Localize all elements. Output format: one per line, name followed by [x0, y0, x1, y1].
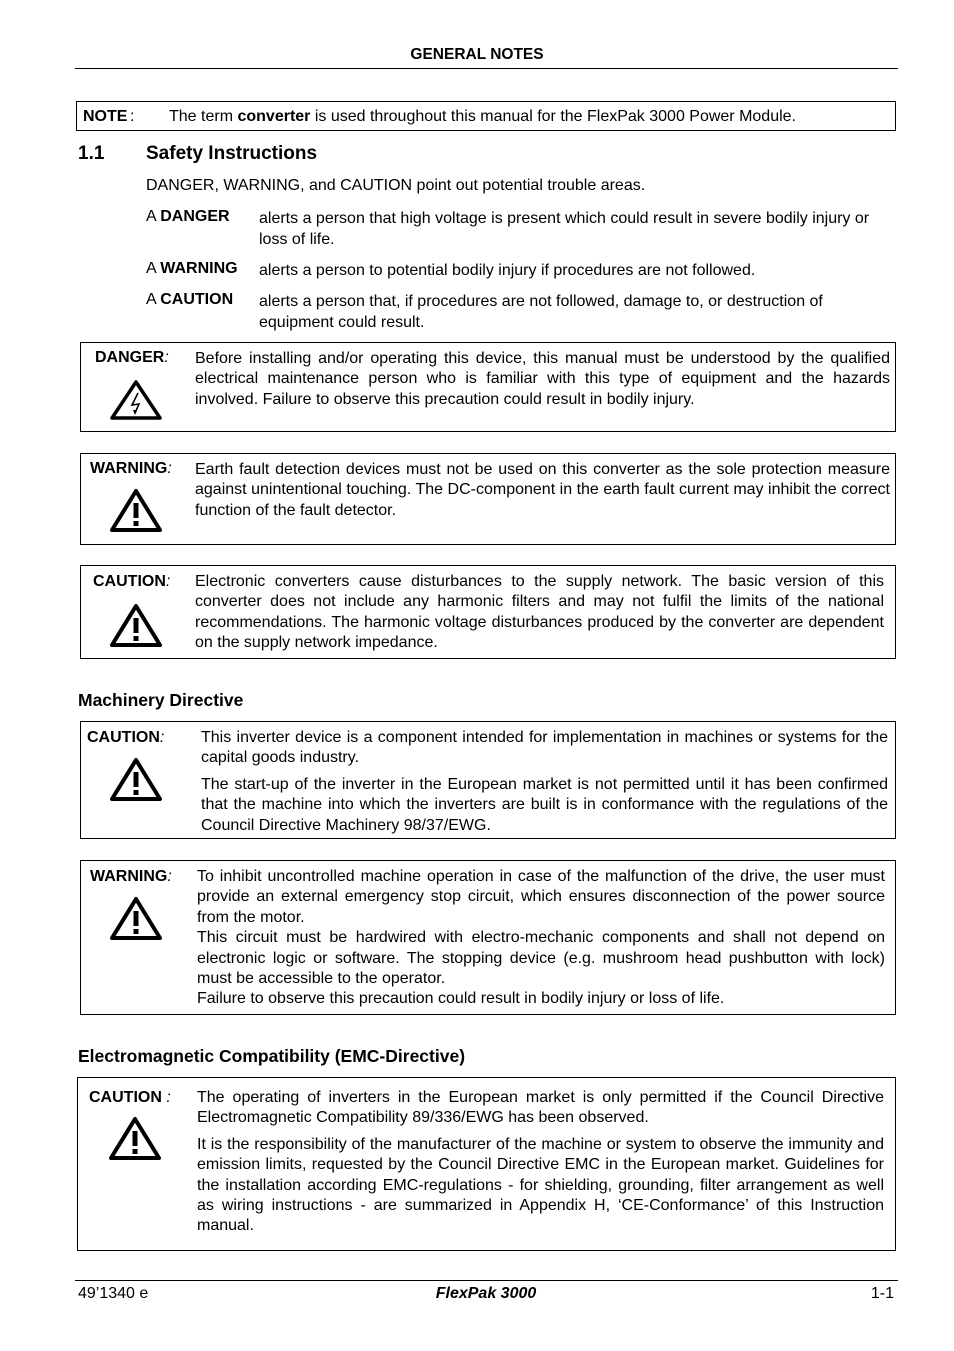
caution-supply-label: CAUTION: — [93, 573, 171, 590]
exclamation-warning-icon — [109, 488, 163, 533]
machinery-heading: Machinery Directive — [78, 690, 244, 710]
machinery-caution-box — [80, 721, 896, 839]
machinery-warning-box — [80, 860, 896, 1015]
exclamation-warning-icon — [109, 757, 163, 802]
note-label: NOTE — [83, 108, 128, 125]
emc-caution-label: CAUTION : — [89, 1089, 171, 1106]
warning-earth-text: Earth fault detection devices must not be used on this converter as the sole protection measure against unintentional touching. The DC-component in the earth fault current may inhibit the correct function of the fault detector. — [195, 461, 890, 519]
machinery-warning-paragraph-1: To inhibit uncontrolled machine operation in case of the malfunction of the drive, the user must provide an external emergency stop circuit, which ensures disconnection of the power source from the motor. — [197, 868, 885, 926]
definition-term-danger: A DANGER — [146, 208, 230, 225]
note-text — [169, 108, 796, 126]
emc-caution-paragraph-1: The operating of inverters in the European market is only permitted if the Council Directive Electromagnetic Compatibility 89/336/EWG has been observed. — [197, 1089, 884, 1127]
machinery-caution-text — [201, 728, 888, 836]
note-colon: : — [130, 108, 135, 125]
definition-text-caution: alerts a person that, if procedures are not followed, damage to, or destruction of equipment could result. — [259, 293, 823, 331]
emc-caution-box — [77, 1077, 896, 1251]
definition-text-warning: alerts a person to potential bodily injury if procedures are not followed. — [259, 262, 756, 279]
footer-page-number: 1-1 — [870, 1285, 894, 1302]
caution-supply-box — [80, 565, 896, 659]
definition-term-caution: A CAUTION — [146, 291, 234, 308]
note-box — [76, 101, 896, 131]
caution-supply-text: Electronic converters cause disturbances to the supply network. The basic version of this converter does not include any harmonic filters and may not fulfil the limits of the national recommendations. The harmonic voltage disturbances produced by the converter are dependent on the supply network impedance. — [195, 573, 884, 652]
definition-term-warning: A WARNING — [146, 260, 238, 277]
note-text-after: is used throughout this manual for the FlexPak 3000 Power Module. — [310, 108, 796, 125]
danger-box — [80, 342, 896, 432]
machinery-caution-paragraph-2: The start-up of the inverter in the European market is not permitted until it has been confirmed that the machine into which the inverters are built is in conformance with the regulations of the Council Directive Machinery 98/37/EWG. — [201, 775, 888, 834]
machinery-warning-paragraph-3: Failure to observe this precaution could result in bodily injury or loss of life. — [197, 990, 725, 1008]
definition-text-danger: alerts a person that high voltage is present which could result in severe bodily injury or loss of life. — [259, 210, 870, 248]
machinery-warning-text — [197, 867, 885, 1010]
machinery-warning-label: WARNING: — [90, 868, 172, 885]
emc-caution-paragraph-2: It is the responsibility of the manufacturer of the machine or system to observe the immunity and emission limits, requested by the Council Directive EMC in the European market. Guidelines for the installation according EMC-regulations - for shielding, grounding, filter arrangement as well as wiring instructions - are summarized in Appendix H, ‘CE-Conformance’ of this Instruction manual. — [197, 1135, 884, 1235]
exclamation-warning-icon — [109, 603, 163, 648]
warning-earth-box — [80, 453, 896, 545]
header-rule — [75, 68, 898, 69]
exclamation-warning-icon — [109, 896, 163, 941]
high-voltage-warning-icon — [109, 379, 163, 421]
machinery-warning-paragraph-2: This circuit must be hardwired with electro-mechanic components and shall not depend on electronic logic or software. The stopping device (e.g. mushroom head pushbutton with lock) must be accessible to the operator. — [197, 929, 885, 988]
warning-earth-label: WARNING: — [90, 460, 172, 477]
page-header-title: GENERAL NOTES — [410, 46, 544, 63]
footer-rule — [75, 1280, 898, 1281]
danger-text: Before installing and/or operating this device, this manual must be understood by the qualified electrical maintenance person who is familiar with this type of equipment and the hazards involved. Failure to observe this precaution could result in bodily injury. — [195, 350, 890, 408]
footer-product: FlexPak 3000 — [435, 1285, 537, 1302]
exclamation-warning-icon — [108, 1116, 162, 1161]
machinery-caution-label: CAUTION: — [87, 729, 165, 746]
note-text-before: The term — [169, 108, 238, 125]
section-title: Safety Instructions — [146, 143, 318, 164]
emc-caution-text — [197, 1088, 884, 1237]
danger-label: DANGER: — [95, 349, 169, 366]
machinery-caution-paragraph-1: This inverter device is a component intended for implementation in machines or systems for the capital goods industry. — [201, 729, 888, 767]
emc-heading: Electromagnetic Compatibility (EMC-Directive) — [78, 1046, 466, 1066]
section-intro: DANGER, WARNING, and CAUTION point out potential trouble areas. — [146, 177, 646, 194]
note-term: converter — [237, 108, 311, 125]
footer-doc-number: 49’1340 e — [78, 1285, 149, 1302]
section-number: 1.1 — [78, 143, 105, 164]
